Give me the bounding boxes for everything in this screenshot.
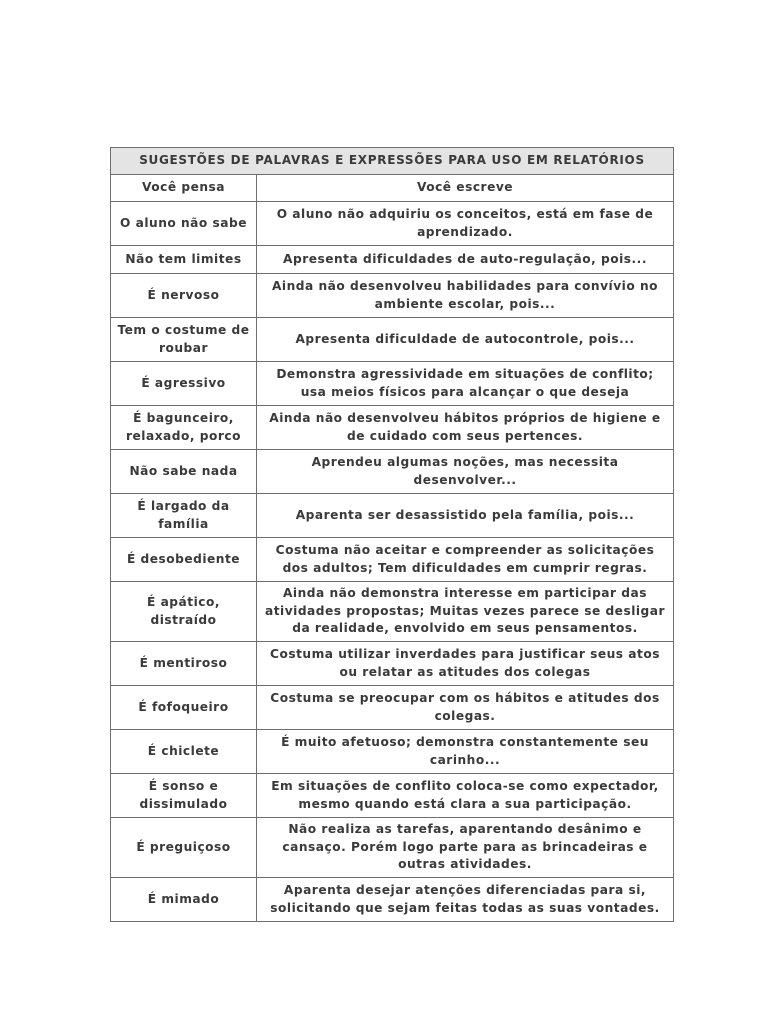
table-row	[111, 318, 674, 362]
table-row	[111, 246, 674, 274]
cell-voce-escreve: Aparenta desejar atenções diferenciadas para si, solicitando que sejam feitas todas as suas vontades.	[257, 878, 674, 922]
table-row	[111, 202, 674, 246]
table-row	[111, 642, 674, 686]
header-row	[111, 175, 674, 202]
cell-voce-escreve: Aprendeu algumas noções, mas necessita desenvolver...	[257, 450, 674, 494]
table-row	[111, 818, 674, 878]
table-row	[111, 494, 674, 538]
cell-voce-escreve: Em situações de conflito coloca-se como expectador, mesmo quando está clara a sua participação.	[257, 774, 674, 818]
cell-voce-escreve: É muito afetuoso; demonstra constantemente seu carinho...	[257, 730, 674, 774]
cell-voce-escreve: Costuma utilizar inverdades para justificar seus atos ou relatar as atitudes dos colegas	[257, 642, 674, 686]
table-row	[111, 878, 674, 922]
cell-voce-escreve: Apresenta dificuldade de autocontrole, pois...	[257, 318, 674, 362]
table-row	[111, 686, 674, 730]
cell-voce-escreve: Não realiza as tarefas, aparentando desânimo e cansaço. Porém logo parte para as brincadeiras e outras atividades.	[257, 818, 674, 878]
cell-voce-escreve: Costuma não aceitar e compreender as solicitações dos adultos; Tem dificuldades em cumprir regras.	[257, 538, 674, 582]
cell-voce-pensa: É fofoqueiro	[111, 686, 257, 730]
table-row	[111, 406, 674, 450]
table-row	[111, 362, 674, 406]
cell-voce-pensa: É sonso e dissimulado	[111, 774, 257, 818]
table-row	[111, 730, 674, 774]
cell-voce-pensa: Não sabe nada	[111, 450, 257, 494]
table-row	[111, 774, 674, 818]
cell-voce-pensa: É largado da família	[111, 494, 257, 538]
cell-voce-escreve: Ainda não desenvolveu habilidades para convívio no ambiente escolar, pois...	[257, 274, 674, 318]
cell-voce-pensa: Não tem limites	[111, 246, 257, 274]
table-body	[111, 202, 674, 922]
cell-voce-escreve: Costuma se preocupar com os hábitos e atitudes dos colegas.	[257, 686, 674, 730]
table-row	[111, 450, 674, 494]
cell-voce-pensa: É mimado	[111, 878, 257, 922]
table-row	[111, 274, 674, 318]
cell-voce-pensa: É preguiçoso	[111, 818, 257, 878]
table-title: SUGESTÕES DE PALAVRAS E EXPRESSÕES PARA USO EM RELATÓRIOS	[111, 148, 674, 175]
cell-voce-pensa: É desobediente	[111, 538, 257, 582]
cell-voce-escreve: Aparenta ser desassistido pela família, pois...	[257, 494, 674, 538]
table-row	[111, 538, 674, 582]
cell-voce-pensa: É agressivo	[111, 362, 257, 406]
cell-voce-pensa: É bagunceiro, relaxado, porco	[111, 406, 257, 450]
cell-voce-pensa: É apático, distraído	[111, 582, 257, 642]
cell-voce-escreve: Apresenta dificuldades de auto-regulação, pois...	[257, 246, 674, 274]
cell-voce-pensa: É nervoso	[111, 274, 257, 318]
cell-voce-pensa: O aluno não sabe	[111, 202, 257, 246]
title-row	[111, 148, 674, 175]
column-header-voce-pensa: Você pensa	[111, 175, 257, 202]
cell-voce-pensa: É chiclete	[111, 730, 257, 774]
table-row	[111, 582, 674, 642]
column-header-voce-escreve: Você escreve	[257, 175, 674, 202]
cell-voce-escreve: O aluno não adquiriu os conceitos, está em fase de aprendizado.	[257, 202, 674, 246]
cell-voce-pensa: É mentiroso	[111, 642, 257, 686]
suggestions-table	[110, 147, 674, 922]
cell-voce-escreve: Ainda não desenvolveu hábitos próprios de higiene e de cuidado com seus pertences.	[257, 406, 674, 450]
cell-voce-pensa: Tem o costume de roubar	[111, 318, 257, 362]
cell-voce-escreve: Ainda não demonstra interesse em participar das atividades propostas; Muitas vezes parece se desligar da realidade, envolvido em seus pensamentos.	[257, 582, 674, 642]
cell-voce-escreve: Demonstra agressividade em situações de conflito; usa meios físicos para alcançar o que deseja	[257, 362, 674, 406]
